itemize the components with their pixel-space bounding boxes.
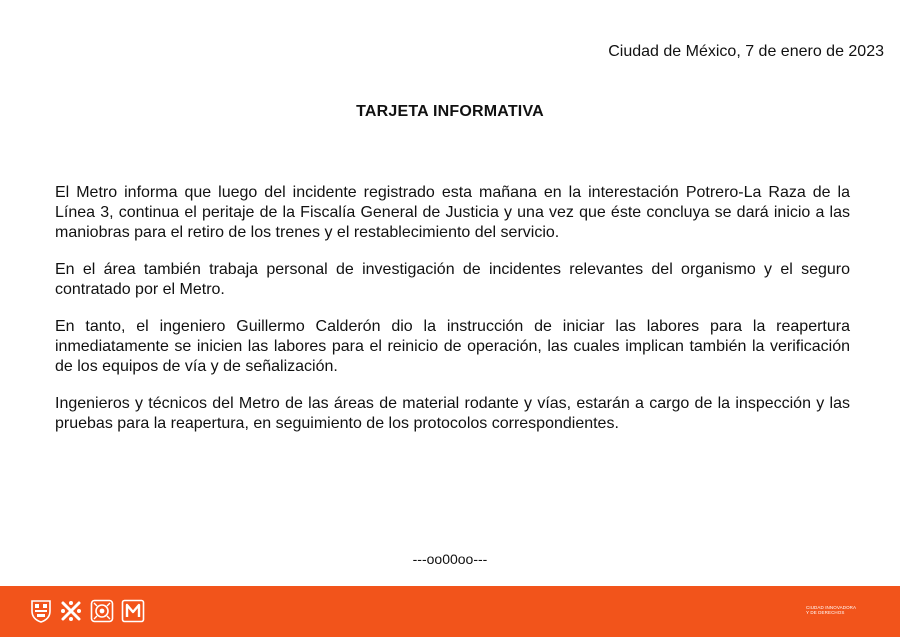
document-body	[55, 183, 850, 451]
tagline-line: Y DE DERECHOS	[806, 610, 845, 615]
footer-logos	[30, 598, 145, 624]
document-title: TARJETA INFORMATIVA	[356, 103, 544, 120]
closing-mark: ---oo00oo---	[412, 551, 488, 567]
date-line: Ciudad de México, 7 de enero de 2023	[608, 43, 884, 60]
footer-tagline	[806, 605, 872, 615]
paragraph: En tanto, el ingeniero Guillermo Calderón dio la instrucción de iniciar las labores para la reapertura inmediatamente se inicien las labores para el reinicio de operación, las cuales implican también la verificación de los equipos de vía y de señalización.	[55, 318, 850, 375]
paragraph: El Metro informa que luego del incidente registrado esta mañana en la interestación Potrero-La Raza de la Línea 3, continua el peritaje de la Fiscalía General de Justicia y una vez que éste concluya se dará inicio a las maniobras para el retiro de los trenes y el restablecimiento del servicio.	[55, 184, 850, 241]
footer-bar	[0, 586, 900, 637]
tagline-line: CIUDAD INNOVADORA	[806, 605, 857, 610]
paragraph: En el área también trabaja personal de investigación de incidentes relevantes del organismo y el seguro contratado por el Metro.	[55, 261, 850, 298]
paragraph: Ingenieros y técnicos del Metro de las áreas de material rodante y vías, estarán a cargo de la inspección y las pruebas para la reapertura, en seguimiento de los protocolos correspondientes.	[55, 395, 850, 432]
metro-m-logo	[121, 599, 145, 623]
metro-glyph-logo	[90, 599, 114, 623]
cdmx-government-logo	[59, 599, 83, 623]
cdmx-shield-logo	[30, 599, 52, 623]
